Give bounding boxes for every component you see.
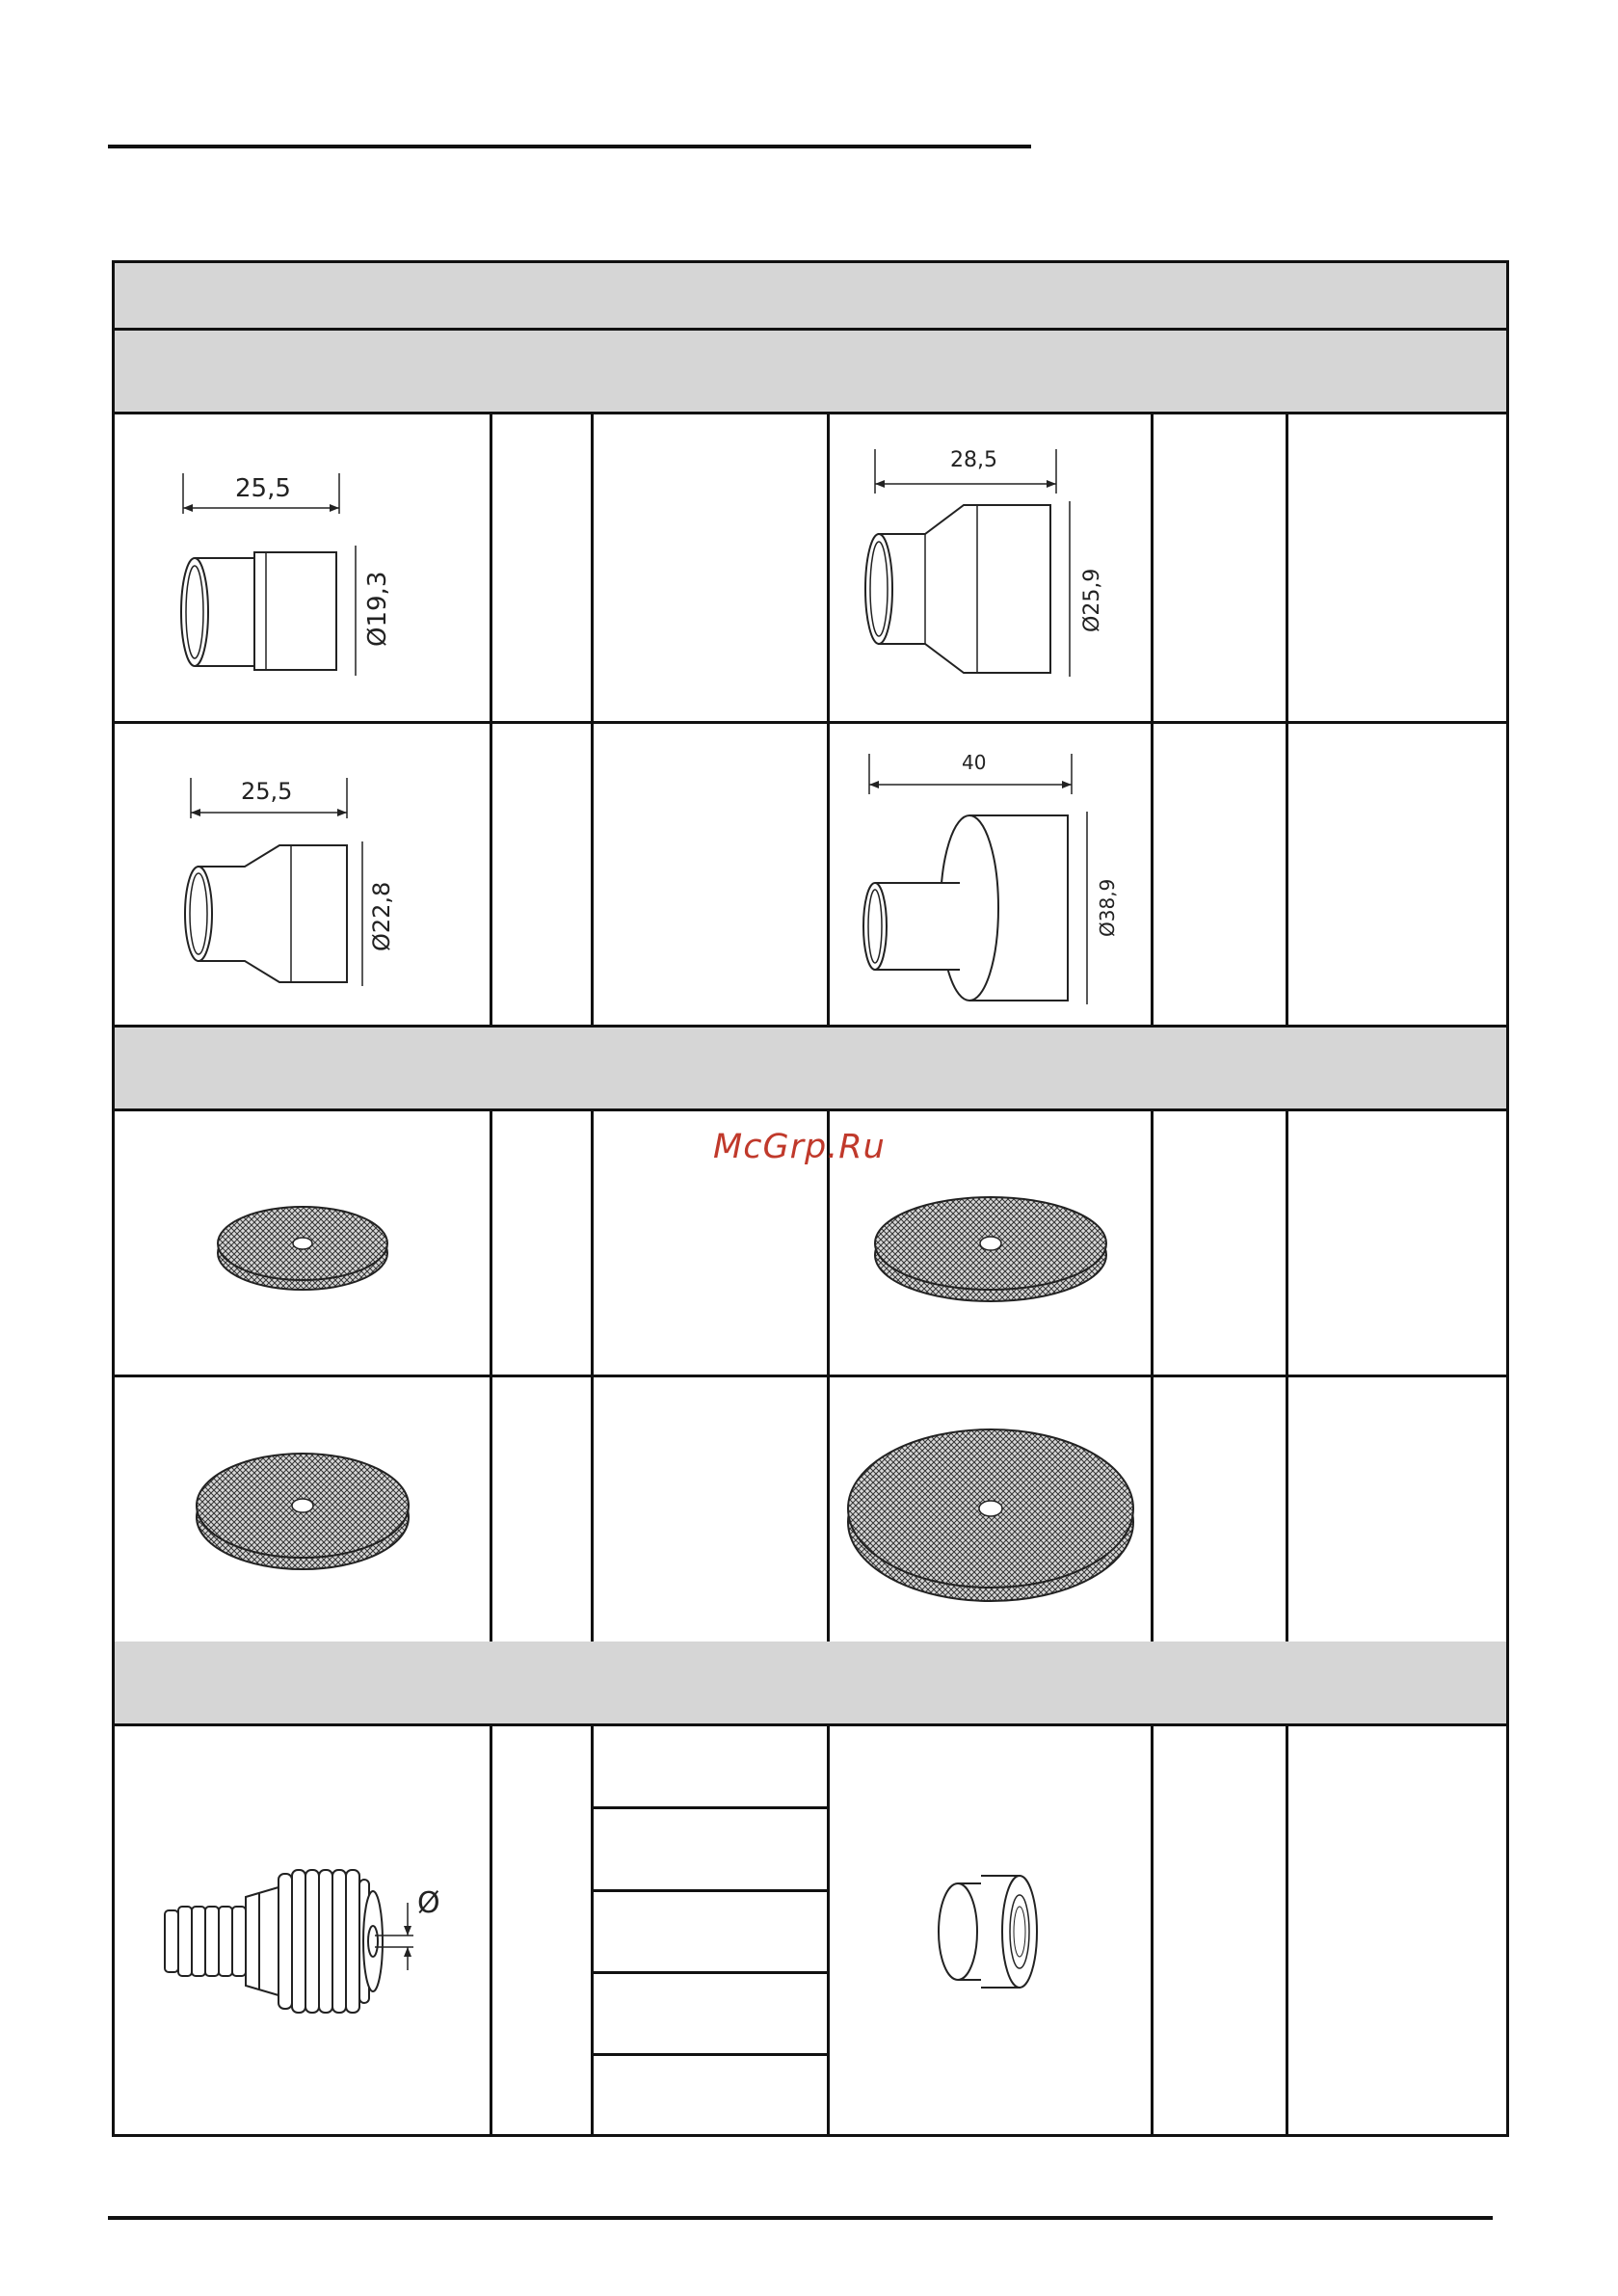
nozzle-drawing-3 [115, 724, 490, 1025]
footer-rule [108, 2216, 1493, 2220]
section-band-nozzles [115, 331, 1506, 414]
table-title-band [115, 263, 1506, 331]
collar-ring-drawing [830, 1726, 1151, 2137]
col-divider [1151, 1726, 1154, 2137]
gas-lens-disc-1 [115, 1111, 490, 1375]
gas-lens-disc-4 [830, 1377, 1151, 1642]
col-divider [591, 414, 594, 1027]
gas-lens-disc-3 [115, 1377, 490, 1642]
nozzle-drawing-2 [830, 417, 1151, 721]
section-band-lenses [115, 1027, 1506, 1111]
nozzle-3-length: 25,5 [240, 778, 292, 805]
nozzle-4-diameter: Ø38,9 [1095, 878, 1119, 937]
col-divider [490, 1726, 492, 2137]
col-divider [490, 1111, 492, 1642]
sub-row-divider [591, 1889, 827, 1892]
nozzle-1-diameter: Ø19,3 [362, 571, 392, 647]
row-divider [115, 1025, 1506, 1028]
section-band-adapters [115, 1642, 1506, 1726]
nozzle-2-length: 28,5 [949, 447, 997, 472]
col-divider [1151, 414, 1154, 1027]
col-divider [591, 1726, 594, 2137]
col-divider [1151, 1111, 1154, 1642]
col-divider [490, 414, 492, 1027]
col-divider [1286, 414, 1288, 1027]
nozzle-2-diameter: Ø25,9 [1079, 568, 1104, 632]
parts-table [112, 260, 1509, 2137]
sub-row-divider [591, 1971, 827, 1974]
hose-adapter-drawing [115, 1726, 490, 2137]
nozzle-1-length: 25,5 [234, 473, 291, 503]
col-divider [1286, 1111, 1288, 1642]
nozzle-drawing-4 [830, 724, 1151, 1025]
header-rule [108, 145, 1031, 148]
watermark-text: McGrp.Ru [713, 1128, 886, 1166]
col-divider [1286, 1726, 1288, 2137]
nozzle-drawing-1 [115, 417, 490, 721]
sub-row-divider [591, 1806, 827, 1809]
nozzle-3-diameter: Ø22,8 [367, 881, 395, 951]
adapter-diameter-symbol: Ø [416, 1886, 440, 1920]
col-divider [591, 1111, 594, 1642]
nozzle-4-length: 40 [961, 751, 986, 774]
sub-row-divider [591, 2053, 827, 2056]
